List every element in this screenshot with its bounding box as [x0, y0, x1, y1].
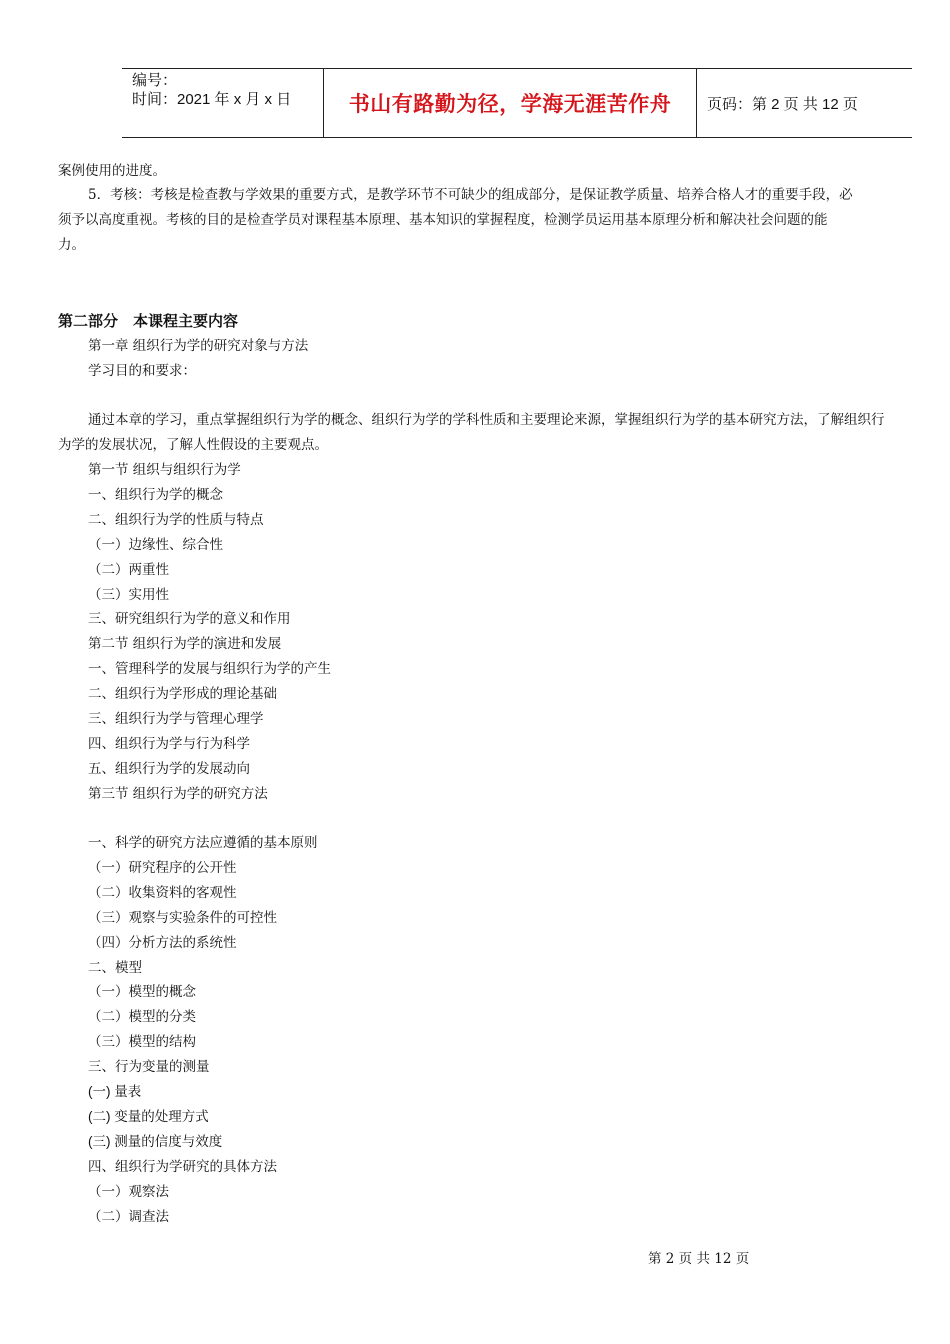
outline-item: 第一节 组织与组织行为学 — [88, 462, 241, 478]
outline-item: （二）调查法 — [88, 1208, 169, 1225]
outline-item: 第三节 组织行为学的研究方法 — [88, 785, 268, 802]
header-time-label: 时间：2021 年 x 月 x 日 — [132, 91, 292, 108]
objectives-paragraph: 通过本章的学习，重点掌握组织行为学的概念、组织行为学的学科性质和主要理论来源，掌握组织行为学的基本研究方法，了解组织行为学的发展状况，了解人性假设的主要观点。 — [58, 412, 885, 453]
outline-item: （一）模型的概念 — [88, 984, 196, 1001]
outline-item: （二）模型的分类 — [88, 1009, 196, 1026]
outline-item: 一、组织行为学的概念 — [88, 486, 223, 503]
header-motto: 书山有路勤为径，学海无涯苦作舟 — [348, 92, 672, 116]
outline-item: （一）边缘性、综合性 — [88, 536, 223, 553]
assessment-paragraph: 5．考核：考核是检查教与学效果的重要方式，是教学环节不可缺少的组成部分，是保证教学质量、培养合格人才的重要手段，必须予以高度重视。考核的目的是检查学员对课程基本原理、基本知识的掌握程度，检测学员运用基本原理分析和解决社会问题的能力。 — [58, 187, 853, 253]
header-page-label: 页码：第 2 页 共 12 页 — [707, 95, 858, 113]
outline-item: 一、科学的研究方法应遵循的基本原则 — [88, 835, 318, 851]
outline-item: （一）观察法 — [88, 1183, 169, 1200]
outline-item: （二）收集资料的客观性 — [88, 884, 237, 901]
outline-item: 二、组织行为学的性质与特点 — [88, 511, 264, 528]
objectives-label: 学习目的和要求： — [88, 363, 196, 379]
outline-item: 二、模型 — [88, 959, 142, 976]
outline-item: 第二节 组织行为学的演进和发展 — [88, 636, 282, 653]
outline-item: 二、组织行为学形成的理论基础 — [88, 686, 277, 703]
outline-item: 三、研究组织行为学的意义和作用 — [88, 611, 291, 628]
outline-item: (三) 测量的信度与效度 — [88, 1133, 223, 1149]
header-motto-cell — [323, 69, 697, 137]
outline-item: 三、行为变量的测量 — [88, 1059, 210, 1076]
page-footer: 第 2 页 共 12 页 — [648, 1251, 750, 1267]
outline-item: (一) 量表 — [88, 1084, 142, 1099]
part-title: 第二部分 本课程主要内容 — [58, 312, 239, 330]
outline-item: （四）分析方法的系统性 — [88, 934, 237, 951]
outline-item: 四、组织行为学研究的具体方法 — [88, 1158, 277, 1175]
outline-item: 四、组织行为学与行为科学 — [88, 735, 250, 752]
outline-item: 三、组织行为学与管理心理学 — [88, 711, 264, 727]
intro-line: 案例使用的进度。 — [58, 163, 166, 179]
outline-item: 一、管理科学的发展与组织行为学的产生 — [88, 661, 331, 678]
header-number-label: 编号： — [132, 72, 178, 89]
outline-item: （三）模型的结构 — [88, 1034, 196, 1051]
header-meta-cell — [122, 69, 323, 137]
outline-item: （三）实用性 — [88, 586, 169, 603]
header-page-cell — [697, 69, 912, 137]
header-table — [122, 68, 912, 138]
outline-item: （一）研究程序的公开性 — [88, 859, 237, 876]
outline-item: (二) 变量的处理方式 — [88, 1108, 209, 1124]
outline-item: （二）两重性 — [88, 561, 169, 578]
outline-item: 五、组织行为学的发展动向 — [88, 760, 250, 777]
outline-item: （三）观察与实验条件的可控性 — [88, 909, 277, 926]
chapter-title: 第一章 组织行为学的研究对象与方法 — [88, 338, 309, 354]
